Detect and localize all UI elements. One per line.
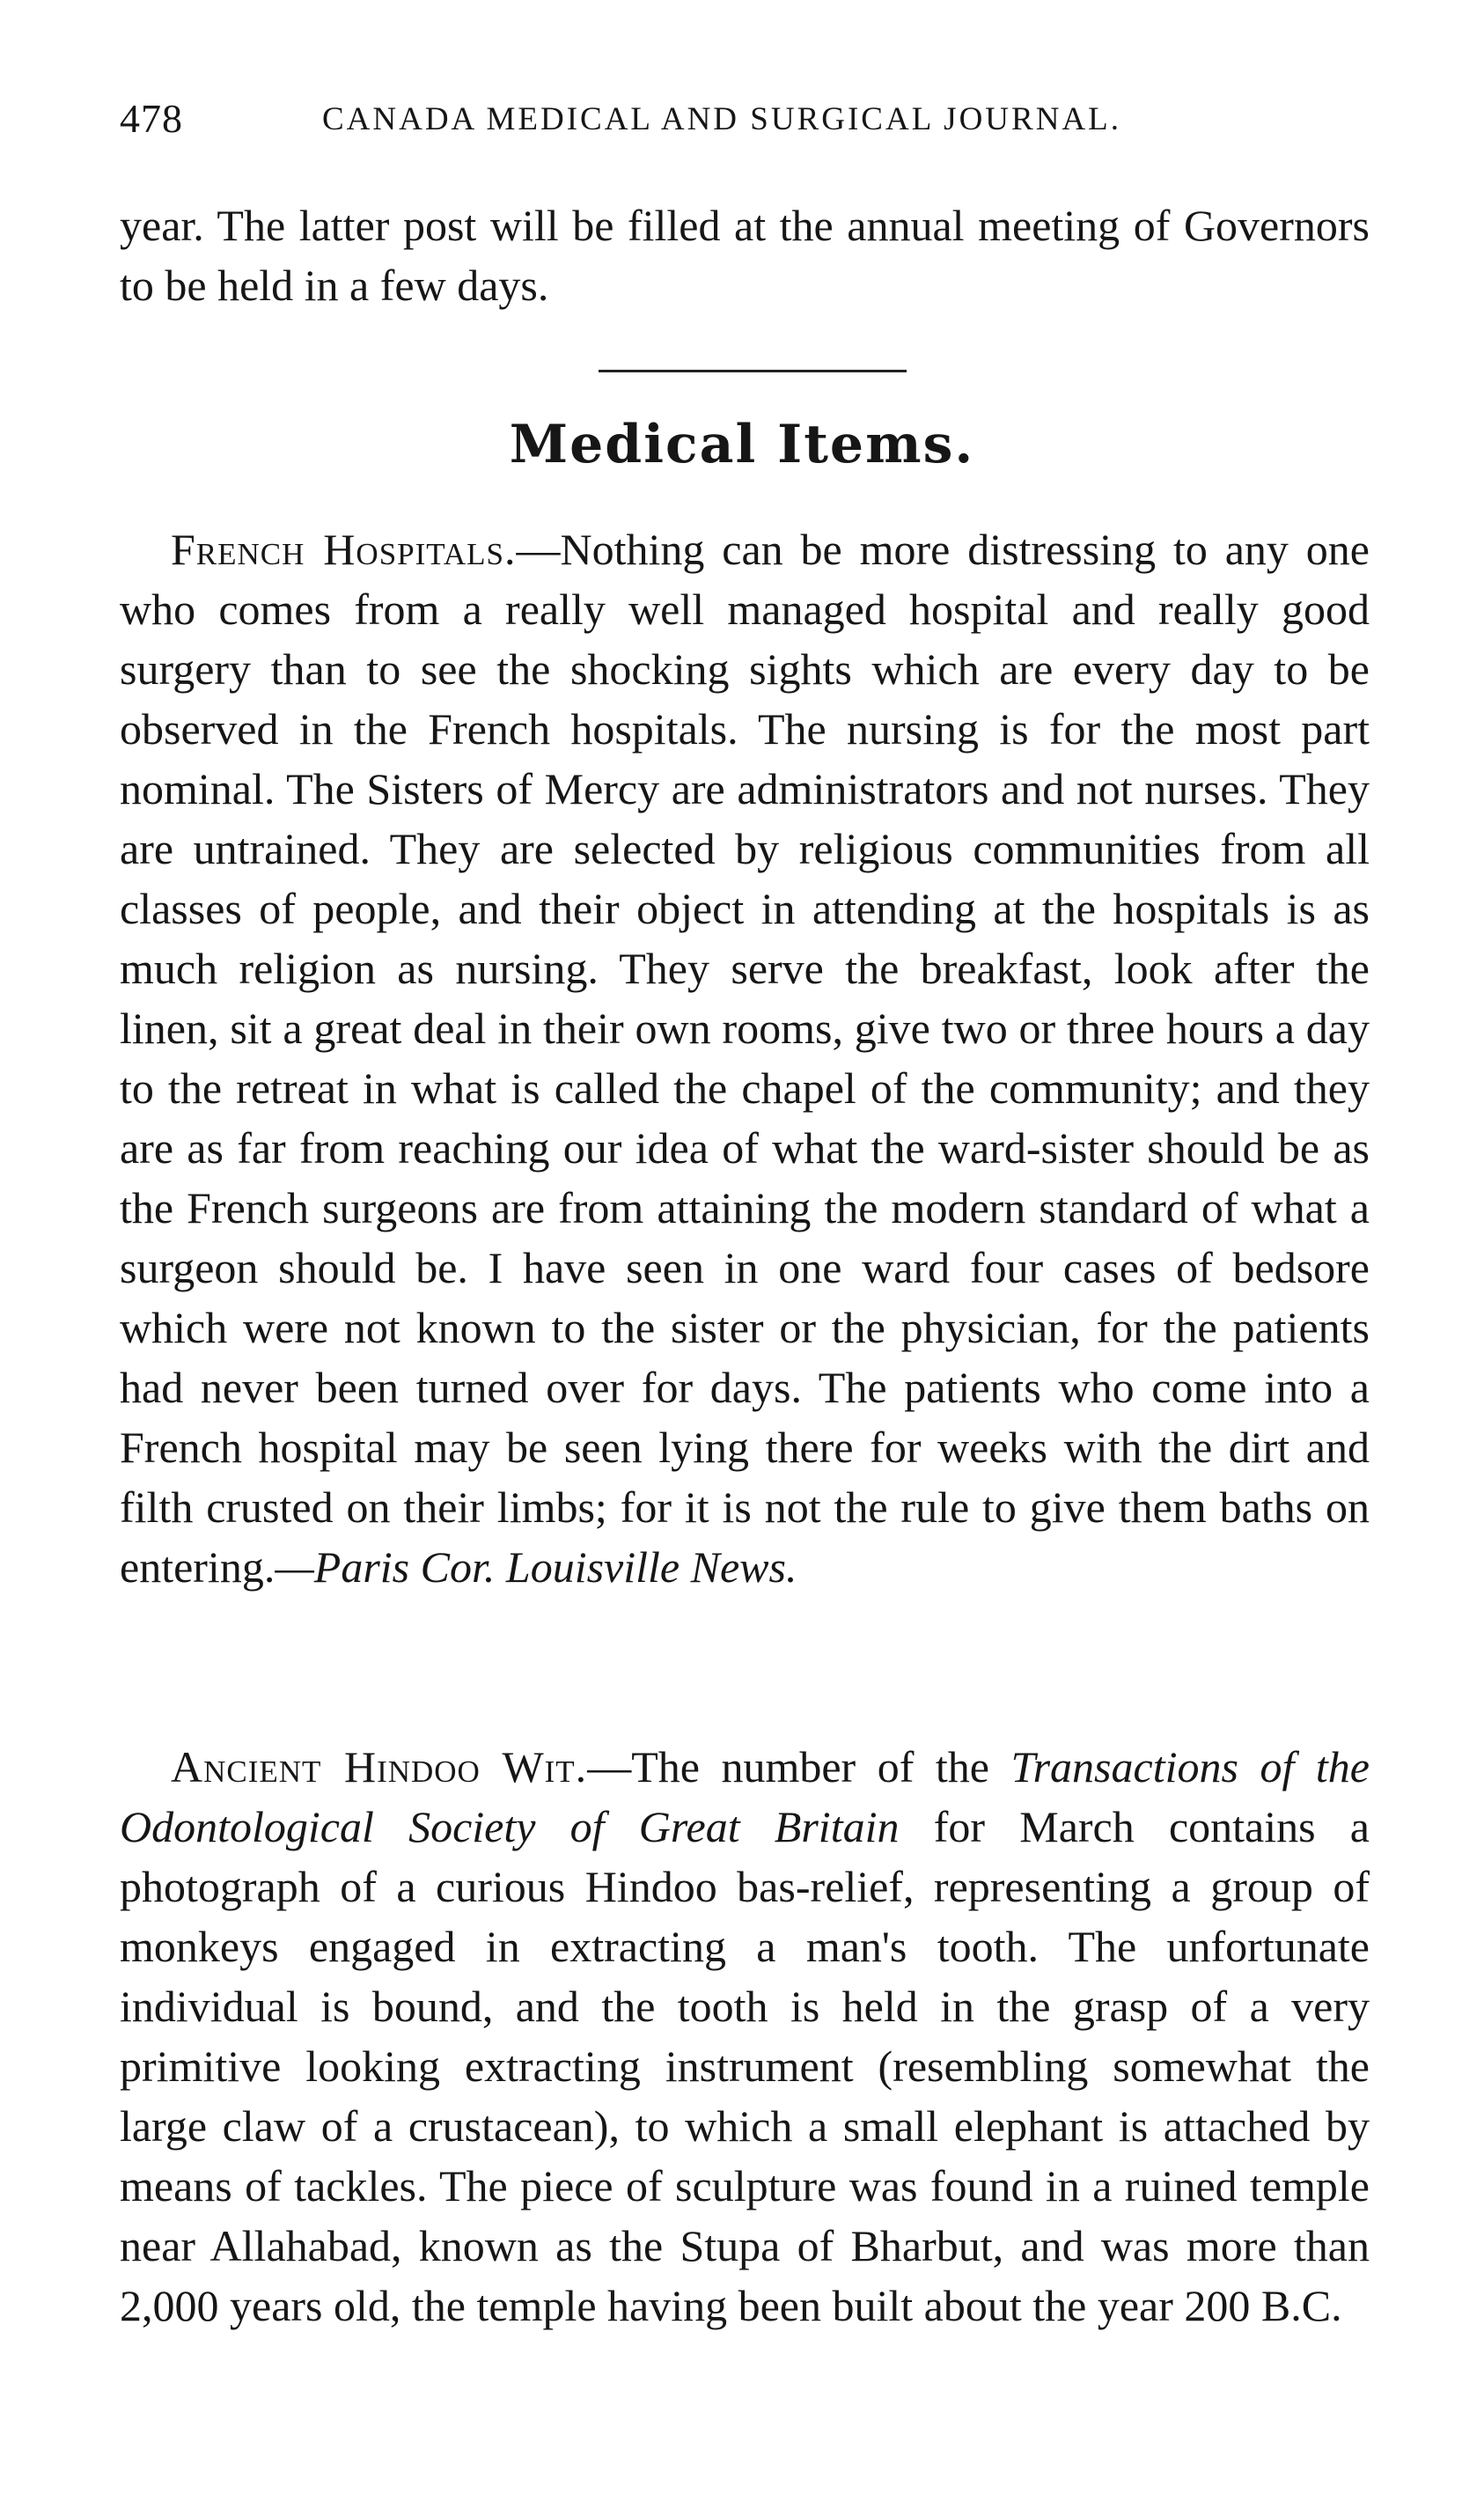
item-french-hospitals — [120, 519, 1370, 1597]
carry-over-paragraph: year. The latter post will be filled at the annual meeting of Governors to be held in a few days. — [120, 201, 1370, 310]
item-title: French Hospitals. — [171, 525, 517, 574]
journal-title: CANADA MEDICAL AND SURGICAL JOURNAL. — [322, 101, 1121, 137]
item-ancient-hindoo-wit — [120, 1737, 1370, 2335]
section-heading: Medical Items. — [509, 414, 975, 475]
running-head — [120, 95, 1370, 148]
item-title: Ancient Hindoo Wit. — [171, 1742, 588, 1791]
section-divider — [599, 370, 907, 372]
publication-title: Transactions of the Odontological Society of Great Britain — [120, 1742, 1370, 1851]
item-body: for March contains a photograph of a curious Hindoo bas-relief, representing a group of monkeys engaged in extracting a man's tooth. The unfortunate individual is bound, and the tooth is held in the grasp of a very primitive looking extracting instrument (resembling somewhat the large claw of a crustacean), to which a small elephant is attached by means of tackles. The piece of sculpture was found in a ruined temple near Allahabad, known as the Stupa of Bharbut, and was more than 2,000 years old, the temple having been built about the year 200 B.C. — [120, 1802, 1370, 2330]
page-number: 478 — [120, 96, 183, 141]
item-body-intro: —The number of the — [587, 1742, 1011, 1791]
item-source: —Paris Cor. Louisville News. — [275, 1542, 797, 1592]
item-body: —Nothing can be more distressing to any one who comes from a really well managed hospital and really good surgery than to see the shocking sights which are every day to be observed in the French hospitals. The nursing is for the most part nominal. The Sisters of Mercy are administrators and not nurses. They are untrained. They are selected by religious communities from all classes of people, and their object in attending at the hospitals is as much religion as nursing. They serve the breakfast, look after the linen, sit a great deal in their own rooms, give two or three hours a day to the retreat in what is called the chapel of the community; and they are as far from reaching our idea of what the ward-sister should be as the French surgeons are from attaining the modern standard of what a surgeon should be. I have seen in one ward four cases of bedsore which were not known to the sister or the physician, for the patients had never been turned over for days. The patients who come into a French hospital may be seen lying there for weeks with the dirt and filth crusted on their limbs; for it is not the rule to give them baths on entering. — [120, 525, 1370, 1592]
